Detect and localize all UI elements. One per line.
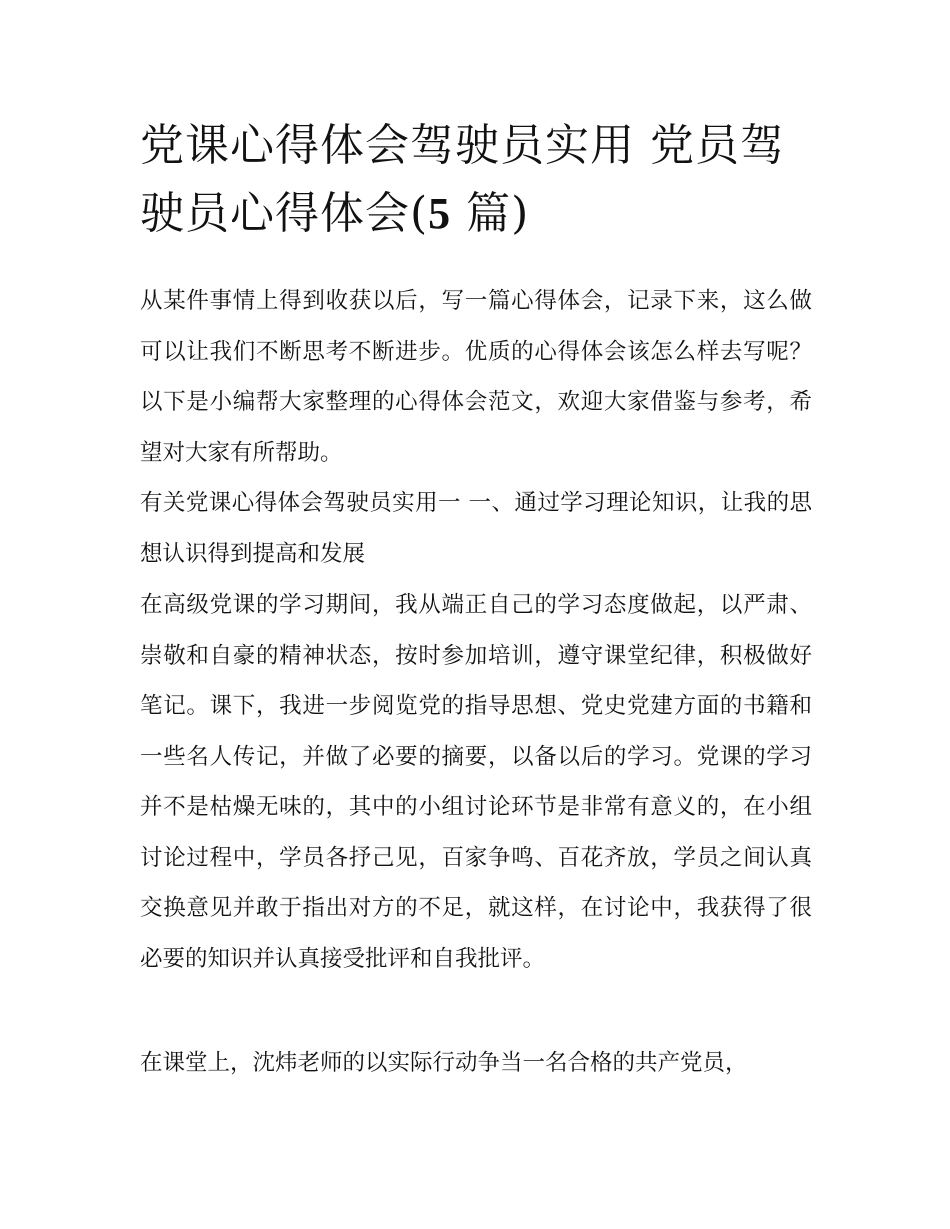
paragraph-section-heading: 有关党课心得体会驾驶员实用一 一、通过学习理论知识，让我的思想认识得到提高和发展 <box>140 490 812 567</box>
title-number: 5 <box>428 189 452 238</box>
document-title <box>140 112 820 248</box>
paragraph-study-period: 在高级党课的学习期间，我从端正自己的学习态度做起，以严肃、崇敬和自豪的精神状态，按时参加培训，遵守课堂纪律，积极做好笔记。课下，我进一步阅览党的指导思想、党史党建方面的书籍和一些名人传记，并做了必要的摘要，以备以后的学习。党课的学习并不是枯燥无味的，其中的小组讨论环节是非常有意义的，在小组讨论过程中，学员各抒己见，百家争鸣、百花齐放，学员之间认真交换意见并敢于指出对方的不足，就这样，在讨论中，我获得了很必要的知识并认真接受批评和自我批评。 <box>140 592 812 972</box>
paragraph-classroom: 在课堂上，沈炜老师的以实际行动争当一名合格的共产党员， <box>140 1050 748 1076</box>
paragraph-intro: 从某件事情上得到收获以后，写一篇心得体会，记录下来，这么做可以让我们不断思考不断进步。优质的心得体会该怎么样去写呢？以下是小编帮大家整理的心得体会范文，欢迎大家借鉴与参考，希望对大家有所帮助。 <box>140 288 812 466</box>
title-text-part1: 党课心得体会驾驶员实用 党员驾驶员心得体会( <box>140 120 785 239</box>
title-text-part2: 篇) <box>451 188 530 239</box>
